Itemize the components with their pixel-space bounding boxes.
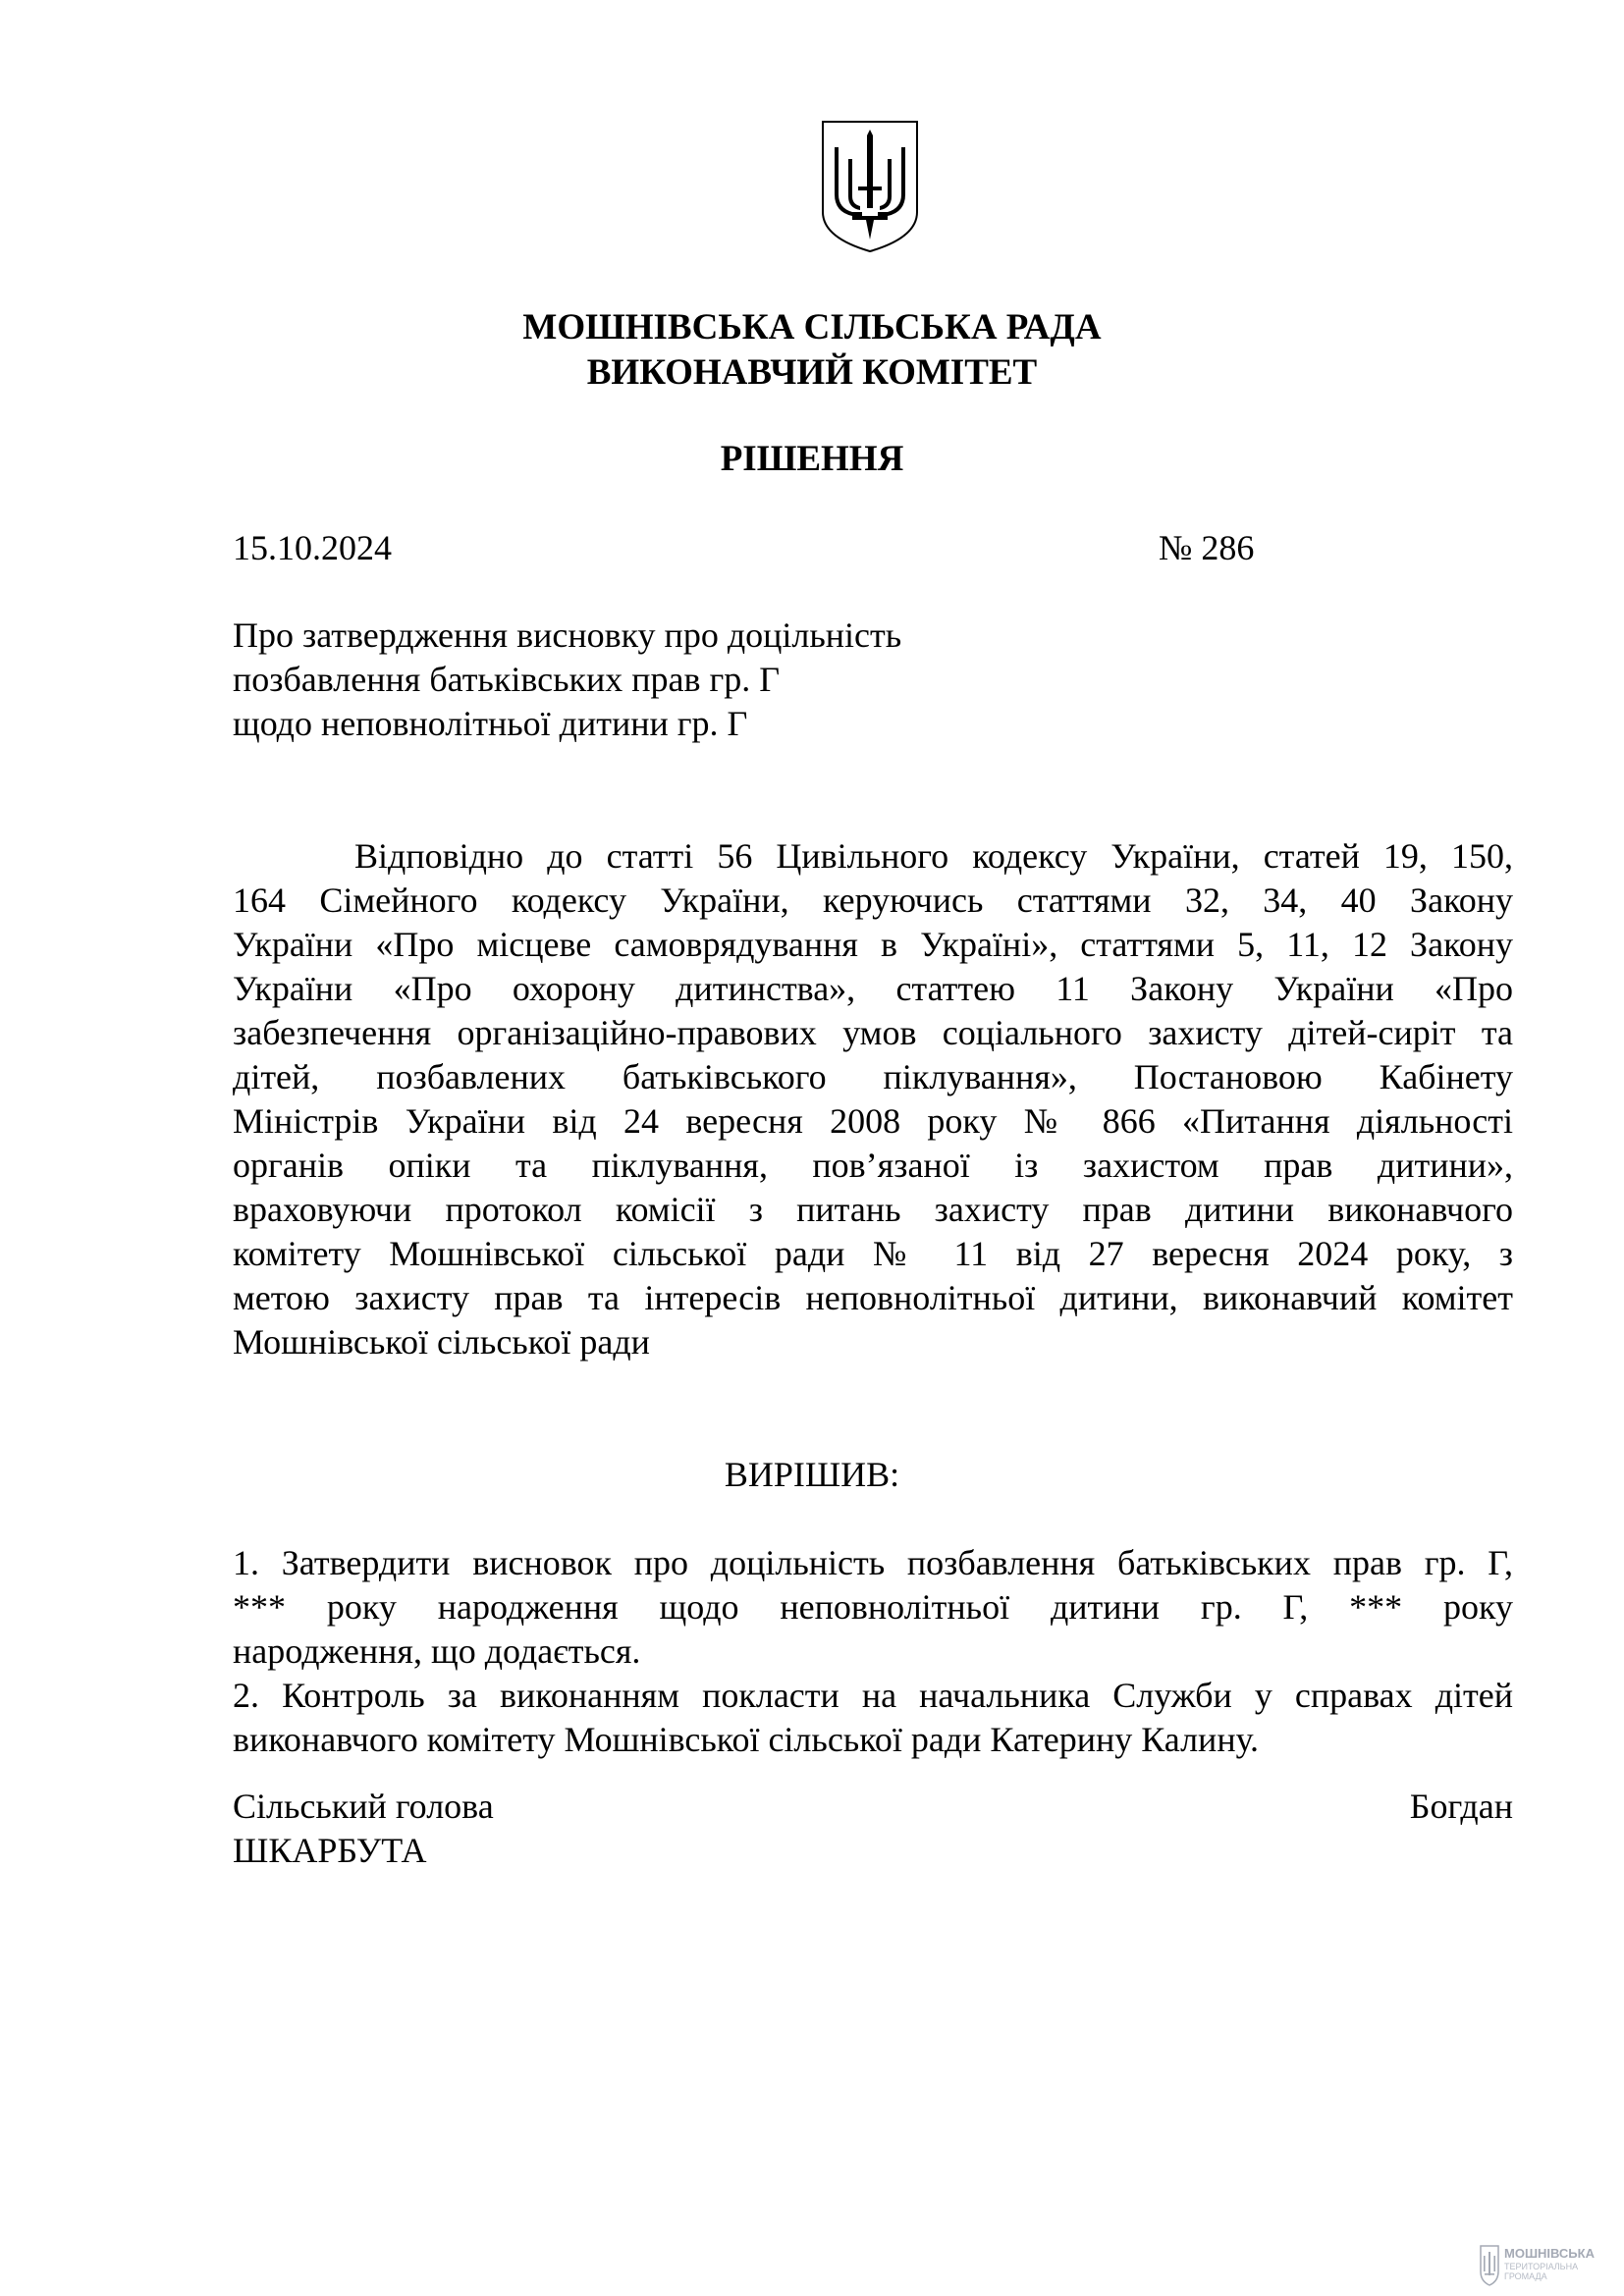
preamble-line: Міністрів України від 24 вересня 2008 року № 866 «Питання діяльності: [233, 1101, 1513, 1141]
preamble-line: Мошнівської сільської ради: [233, 1322, 650, 1362]
resolution-line: *** року народження щодо неповнолітньої дитини гр. Г, *** року: [233, 1587, 1513, 1627]
committee-name: ВИКОНАВЧИЙ КОМІТЕТ: [586, 352, 1038, 393]
preamble-line: комітету Мошнівської сільської ради № 11 від 27 вересня 2024 року, з: [233, 1234, 1513, 1273]
trident-icon: [1481, 2246, 1498, 2285]
subject-line: позбавлення батьківських прав гр. Г: [233, 660, 781, 699]
resolution-items: [233, 1541, 1513, 1762]
document-type-title: РІШЕННЯ: [720, 439, 904, 479]
preamble-line: дітей, позбавлених батьківського піклування», Постановою Кабінету: [233, 1057, 1513, 1096]
signatory-position: Сільський голова: [233, 1787, 494, 1826]
preamble-line: забезпечення організаційно-правових умов соціального захисту дітей-сиріт та: [233, 1013, 1513, 1052]
decision-number: № 286: [1159, 528, 1255, 567]
watermark-title: МОШНІВСЬКА: [1504, 2246, 1595, 2261]
preamble-line: 164 Сімейного кодексу України, керуючись статтями 32, 34, 40 Закону: [233, 881, 1513, 920]
preamble-line: Відповідно до статті 56 Цивільного кодексу України, статей 19, 150,: [354, 836, 1513, 876]
decision-subject: [233, 614, 1116, 746]
signatory-first-name: Богдан: [1409, 1787, 1513, 1826]
watermark-subtitle-2: ГРОМАДА: [1504, 2271, 1547, 2281]
resolution-line: 1. Затвердити висновок про доцільність позбавлення батьківських прав гр. Г,: [233, 1543, 1513, 1582]
resolution-line: 2. Контроль за виконанням покласти на начальника Служби у справах дітей: [233, 1676, 1513, 1715]
subject-line: Про затвердження висновку про доцільність: [233, 615, 902, 655]
preamble-line: України «Про місцеве самоврядування в Україні», статтями 5, 11, 12 Закону: [233, 925, 1513, 964]
resolution-line: виконавчого комітету Мошнівської сільської ради Катерину Калину.: [233, 1720, 1259, 1759]
resolved-heading: ВИРІШИВ:: [724, 1455, 900, 1494]
preamble-paragraph: [233, 834, 1513, 1364]
coat-of-arms-icon: [819, 118, 921, 255]
signatory-surname: ШКАРБУТА: [233, 1831, 427, 1870]
preamble-line: метою захисту прав та інтересів неповнолітньої дитини, виконавчий комітет: [233, 1278, 1513, 1317]
preamble-line: враховуючи протокол комісії з питань захисту прав дитини виконавчого: [233, 1190, 1513, 1229]
council-name: МОШНІВСЬКА СІЛЬСЬКА РАДА: [522, 307, 1102, 347]
resolution-line: народження, що додається.: [233, 1631, 641, 1671]
preamble-line: України «Про охорону дитинства», статтею 11 Закону України «Про: [233, 969, 1513, 1008]
decision-date: 15.10.2024: [233, 528, 392, 567]
watermark-subtitle-1: ТЕРИТОРІАЛЬНА: [1504, 2262, 1579, 2271]
subject-line: щодо неповнолітньої дитини гр. Г: [233, 704, 748, 743]
preamble-line: органів опіки та піклування, пов’язаної із захистом прав дитини»,: [233, 1146, 1513, 1185]
community-watermark: [1477, 2242, 1624, 2289]
